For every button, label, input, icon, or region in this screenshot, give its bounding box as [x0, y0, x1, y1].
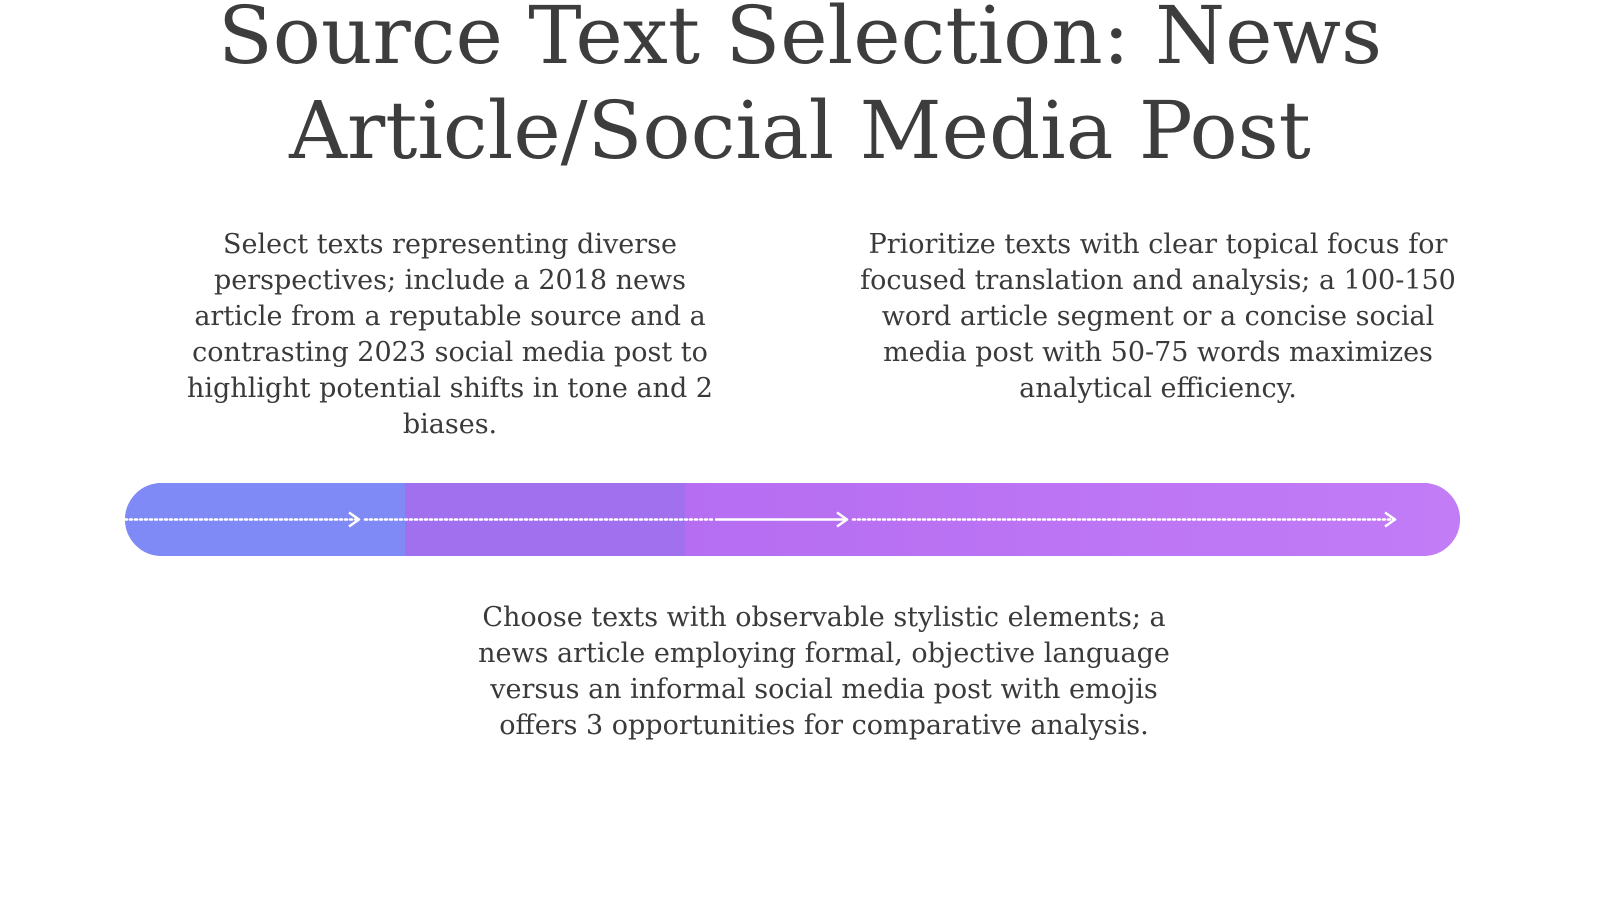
paragraph-perspectives: Select texts representing diverse perspectives; include a 2018 news article from a reputable source and a contrasting 2023 social media post to highlight potential shifts in tone and 2 biases. — [187, 229, 713, 440]
page-title: Source Text Selection: News Article/Social Media Post — [217, 0, 1383, 177]
paragraph-topical-focus: Prioritize texts with clear topical focus for focused translation and analysis; a 100-150 word article segment or a concise social media post with 50-75 words maximizes analytical efficiency. — [860, 229, 1456, 404]
timeline-arrows — [125, 483, 1460, 556]
timeline-bar — [125, 483, 1460, 556]
paragraph-stylistic-elements: Choose texts with observable stylistic elements; a news article employing formal, objective language versus an informal social media post with emojis offers 3 opportunities for comparative analysis. — [478, 602, 1170, 741]
